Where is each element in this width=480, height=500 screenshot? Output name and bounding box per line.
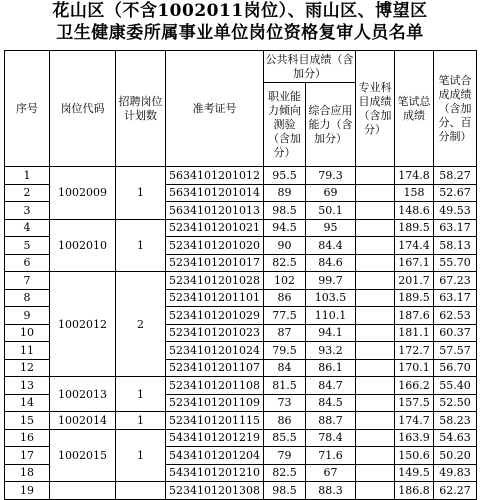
table-row — [5, 219, 477, 237]
cell-professional — [356, 237, 395, 255]
cell-comprehensive: 88.3 — [306, 482, 356, 500]
cell-seq: 15 — [5, 412, 50, 430]
cell-composite: 63.17 — [434, 289, 477, 307]
cell-written-total: 157.5 — [395, 394, 434, 412]
cell-composite: 55.40 — [434, 377, 477, 395]
cell-seq: 3 — [5, 202, 50, 220]
cell-comprehensive: 86.1 — [306, 359, 356, 377]
cell-exam-no: 5634101201014 — [166, 184, 264, 202]
header-professional: 专业科目成绩（含加分） — [356, 51, 395, 167]
cell-comprehensive: 84.5 — [306, 394, 356, 412]
cell-written-total: 174.8 — [395, 167, 434, 185]
cell-aptitude: 85.5 — [264, 429, 306, 447]
cell-comprehensive: 110.1 — [306, 307, 356, 325]
cell-seq: 5 — [5, 237, 50, 255]
cell-composite: 60.37 — [434, 324, 477, 342]
cell-composite: 49.83 — [434, 464, 477, 482]
cell-plan — [116, 482, 166, 500]
cell-seq: 6 — [5, 254, 50, 272]
cell-plan: 1 — [116, 377, 166, 412]
cell-seq: 17 — [5, 447, 50, 465]
cell-post-code: 1002009 — [50, 167, 116, 220]
cell-aptitude: 84 — [264, 359, 306, 377]
cell-exam-no: 5234101201023 — [166, 324, 264, 342]
cell-written-total: 189.5 — [395, 289, 434, 307]
cell-exam-no: 5234101201108 — [166, 377, 264, 395]
cell-comprehensive: 79.3 — [306, 167, 356, 185]
cell-written-total: 148.6 — [395, 202, 434, 220]
cell-professional — [356, 307, 395, 325]
cell-composite: 62.27 — [434, 482, 477, 500]
cell-written-total: 166.2 — [395, 377, 434, 395]
cell-composite: 52.50 — [434, 394, 477, 412]
cell-seq: 14 — [5, 394, 50, 412]
cell-aptitude: 86 — [264, 412, 306, 430]
cell-seq: 18 — [5, 464, 50, 482]
cell-professional — [356, 324, 395, 342]
cell-comprehensive: 99.7 — [306, 272, 356, 290]
header-post-code: 岗位代码 — [50, 51, 116, 167]
cell-professional — [356, 202, 395, 220]
cell-comprehensive: 84.4 — [306, 237, 356, 255]
document-title-line1: 花山区（不含1002011岗位）、雨山区、博望区 — [52, 1, 428, 21]
cell-exam-no: 5234101201109 — [166, 394, 264, 412]
cell-composite: 57.57 — [434, 342, 477, 360]
cell-composite: 52.67 — [434, 184, 477, 202]
cell-professional — [356, 342, 395, 360]
cell-written-total: 174.4 — [395, 237, 434, 255]
cell-aptitude: 86 — [264, 289, 306, 307]
cell-aptitude: 98.5 — [264, 202, 306, 220]
cell-written-total: 167.1 — [395, 254, 434, 272]
cell-composite: 58.13 — [434, 237, 477, 255]
cell-written-total: 201.7 — [395, 272, 434, 290]
cell-seq: 4 — [5, 219, 50, 237]
header-seq: 序号 — [5, 51, 50, 167]
cell-exam-no: 5234101201021 — [166, 219, 264, 237]
table-row — [5, 412, 477, 430]
cell-seq: 13 — [5, 377, 50, 395]
cell-comprehensive: 50.1 — [306, 202, 356, 220]
cell-exam-no: 5234101201107 — [166, 359, 264, 377]
cell-composite: 56.70 — [434, 359, 477, 377]
cell-seq: 7 — [5, 272, 50, 290]
cell-aptitude: 87 — [264, 324, 306, 342]
cell-composite: 67.23 — [434, 272, 477, 290]
cell-comprehensive: 71.6 — [306, 447, 356, 465]
cell-comprehensive: 84.7 — [306, 377, 356, 395]
cell-written-total: 163.9 — [395, 429, 434, 447]
cell-professional — [356, 167, 395, 185]
cell-professional — [356, 272, 395, 290]
cell-exam-no: 5234101201308 — [166, 482, 264, 500]
cell-exam-no: 5634101201013 — [166, 202, 264, 220]
table-row — [5, 167, 477, 185]
cell-aptitude: 89 — [264, 184, 306, 202]
cell-comprehensive: 84.6 — [306, 254, 356, 272]
cell-composite: 55.70 — [434, 254, 477, 272]
cell-professional — [356, 394, 395, 412]
cell-post-code: 1002010 — [50, 219, 116, 272]
cell-seq: 9 — [5, 307, 50, 325]
cell-plan: 2 — [116, 272, 166, 377]
cell-seq: 12 — [5, 359, 50, 377]
cell-composite: 50.20 — [434, 447, 477, 465]
cell-composite: 63.17 — [434, 219, 477, 237]
cell-composite: 54.63 — [434, 429, 477, 447]
cell-aptitude: 81.5 — [264, 377, 306, 395]
cell-post-code: 1002015 — [50, 429, 116, 482]
header-plan: 招聘岗位计划数 — [116, 51, 166, 167]
cell-written-total: 181.1 — [395, 324, 434, 342]
cell-exam-no: 5234101201101 — [166, 289, 264, 307]
cell-professional — [356, 254, 395, 272]
cell-seq: 11 — [5, 342, 50, 360]
cell-written-total: 186.8 — [395, 482, 434, 500]
cell-exam-no: 5234101201115 — [166, 412, 264, 430]
cell-comprehensive: 67 — [306, 464, 356, 482]
cell-written-total: 172.7 — [395, 342, 434, 360]
cell-comprehensive: 78.4 — [306, 429, 356, 447]
cell-comprehensive: 93.2 — [306, 342, 356, 360]
cell-aptitude: 98.5 — [264, 482, 306, 500]
table-row — [5, 272, 477, 290]
cell-written-total: 174.7 — [395, 412, 434, 430]
table-row — [5, 377, 477, 395]
cell-exam-no: 5234101201024 — [166, 342, 264, 360]
cell-seq: 19 — [5, 482, 50, 500]
header-exam-no: 准考证号 — [166, 51, 264, 167]
cell-seq: 8 — [5, 289, 50, 307]
cell-plan: 1 — [116, 219, 166, 272]
cell-written-total: 149.5 — [395, 464, 434, 482]
cell-professional — [356, 447, 395, 465]
cell-post-code: 1002014 — [50, 412, 116, 430]
cell-professional — [356, 219, 395, 237]
cell-exam-no: 5234101201017 — [166, 254, 264, 272]
header-comprehensive: 综合应用能力（含加分） — [306, 83, 356, 167]
cell-professional — [356, 289, 395, 307]
cell-professional — [356, 377, 395, 395]
table-row — [5, 482, 477, 500]
cell-exam-no: 5634101201012 — [166, 167, 264, 185]
cell-post-code: 1002013 — [50, 377, 116, 412]
cell-comprehensive: 69 — [306, 184, 356, 202]
cell-written-total: 187.6 — [395, 307, 434, 325]
cell-aptitude: 82.5 — [264, 464, 306, 482]
cell-exam-no: 5434101201204 — [166, 447, 264, 465]
cell-professional — [356, 184, 395, 202]
cell-post-code: 1002012 — [50, 272, 116, 377]
cell-composite: 49.53 — [434, 202, 477, 220]
cell-plan: 1 — [116, 429, 166, 482]
roster-table — [4, 50, 477, 500]
table-row — [5, 429, 477, 447]
header-written-total: 笔试总成绩 — [395, 51, 434, 167]
cell-seq: 1 — [5, 167, 50, 185]
cell-aptitude: 94.5 — [264, 219, 306, 237]
document-title-line2: 卫生健康委所属事业单位岗位资格复审人员名单 — [56, 23, 424, 43]
cell-exam-no: 5234101201020 — [166, 237, 264, 255]
cell-aptitude: 77.5 — [264, 307, 306, 325]
cell-written-total: 150.6 — [395, 447, 434, 465]
header-aptitude: 职业能力倾向测验（含加分） — [264, 83, 306, 167]
cell-comprehensive: 94.1 — [306, 324, 356, 342]
cell-exam-no: 5434101201210 — [166, 464, 264, 482]
cell-seq: 16 — [5, 429, 50, 447]
cell-aptitude: 102 — [264, 272, 306, 290]
cell-seq: 10 — [5, 324, 50, 342]
cell-exam-no: 5234101201029 — [166, 307, 264, 325]
cell-composite: 58.23 — [434, 412, 477, 430]
cell-professional — [356, 412, 395, 430]
cell-professional — [356, 482, 395, 500]
cell-plan: 1 — [116, 167, 166, 220]
cell-professional — [356, 429, 395, 447]
cell-aptitude: 82.5 — [264, 254, 306, 272]
header-written-composite: 笔试合成成绩（含加分、百分制） — [434, 51, 477, 167]
cell-aptitude: 90 — [264, 237, 306, 255]
cell-written-total: 170.1 — [395, 359, 434, 377]
cell-comprehensive: 103.5 — [306, 289, 356, 307]
cell-aptitude: 79 — [264, 447, 306, 465]
cell-comprehensive: 88.7 — [306, 412, 356, 430]
cell-professional — [356, 359, 395, 377]
cell-aptitude: 79.5 — [264, 342, 306, 360]
cell-exam-no: 5434101201219 — [166, 429, 264, 447]
cell-composite: 58.27 — [434, 167, 477, 185]
cell-composite: 62.53 — [434, 307, 477, 325]
cell-aptitude: 73 — [264, 394, 306, 412]
cell-aptitude: 95.5 — [264, 167, 306, 185]
cell-plan: 1 — [116, 412, 166, 430]
cell-seq: 2 — [5, 184, 50, 202]
cell-written-total: 158 — [395, 184, 434, 202]
cell-written-total: 189.5 — [395, 219, 434, 237]
cell-post-code — [50, 482, 116, 500]
cell-exam-no: 5234101201028 — [166, 272, 264, 290]
cell-professional — [356, 464, 395, 482]
cell-comprehensive: 95 — [306, 219, 356, 237]
header-public-group: 公共科目成绩（含加分） — [264, 51, 356, 83]
